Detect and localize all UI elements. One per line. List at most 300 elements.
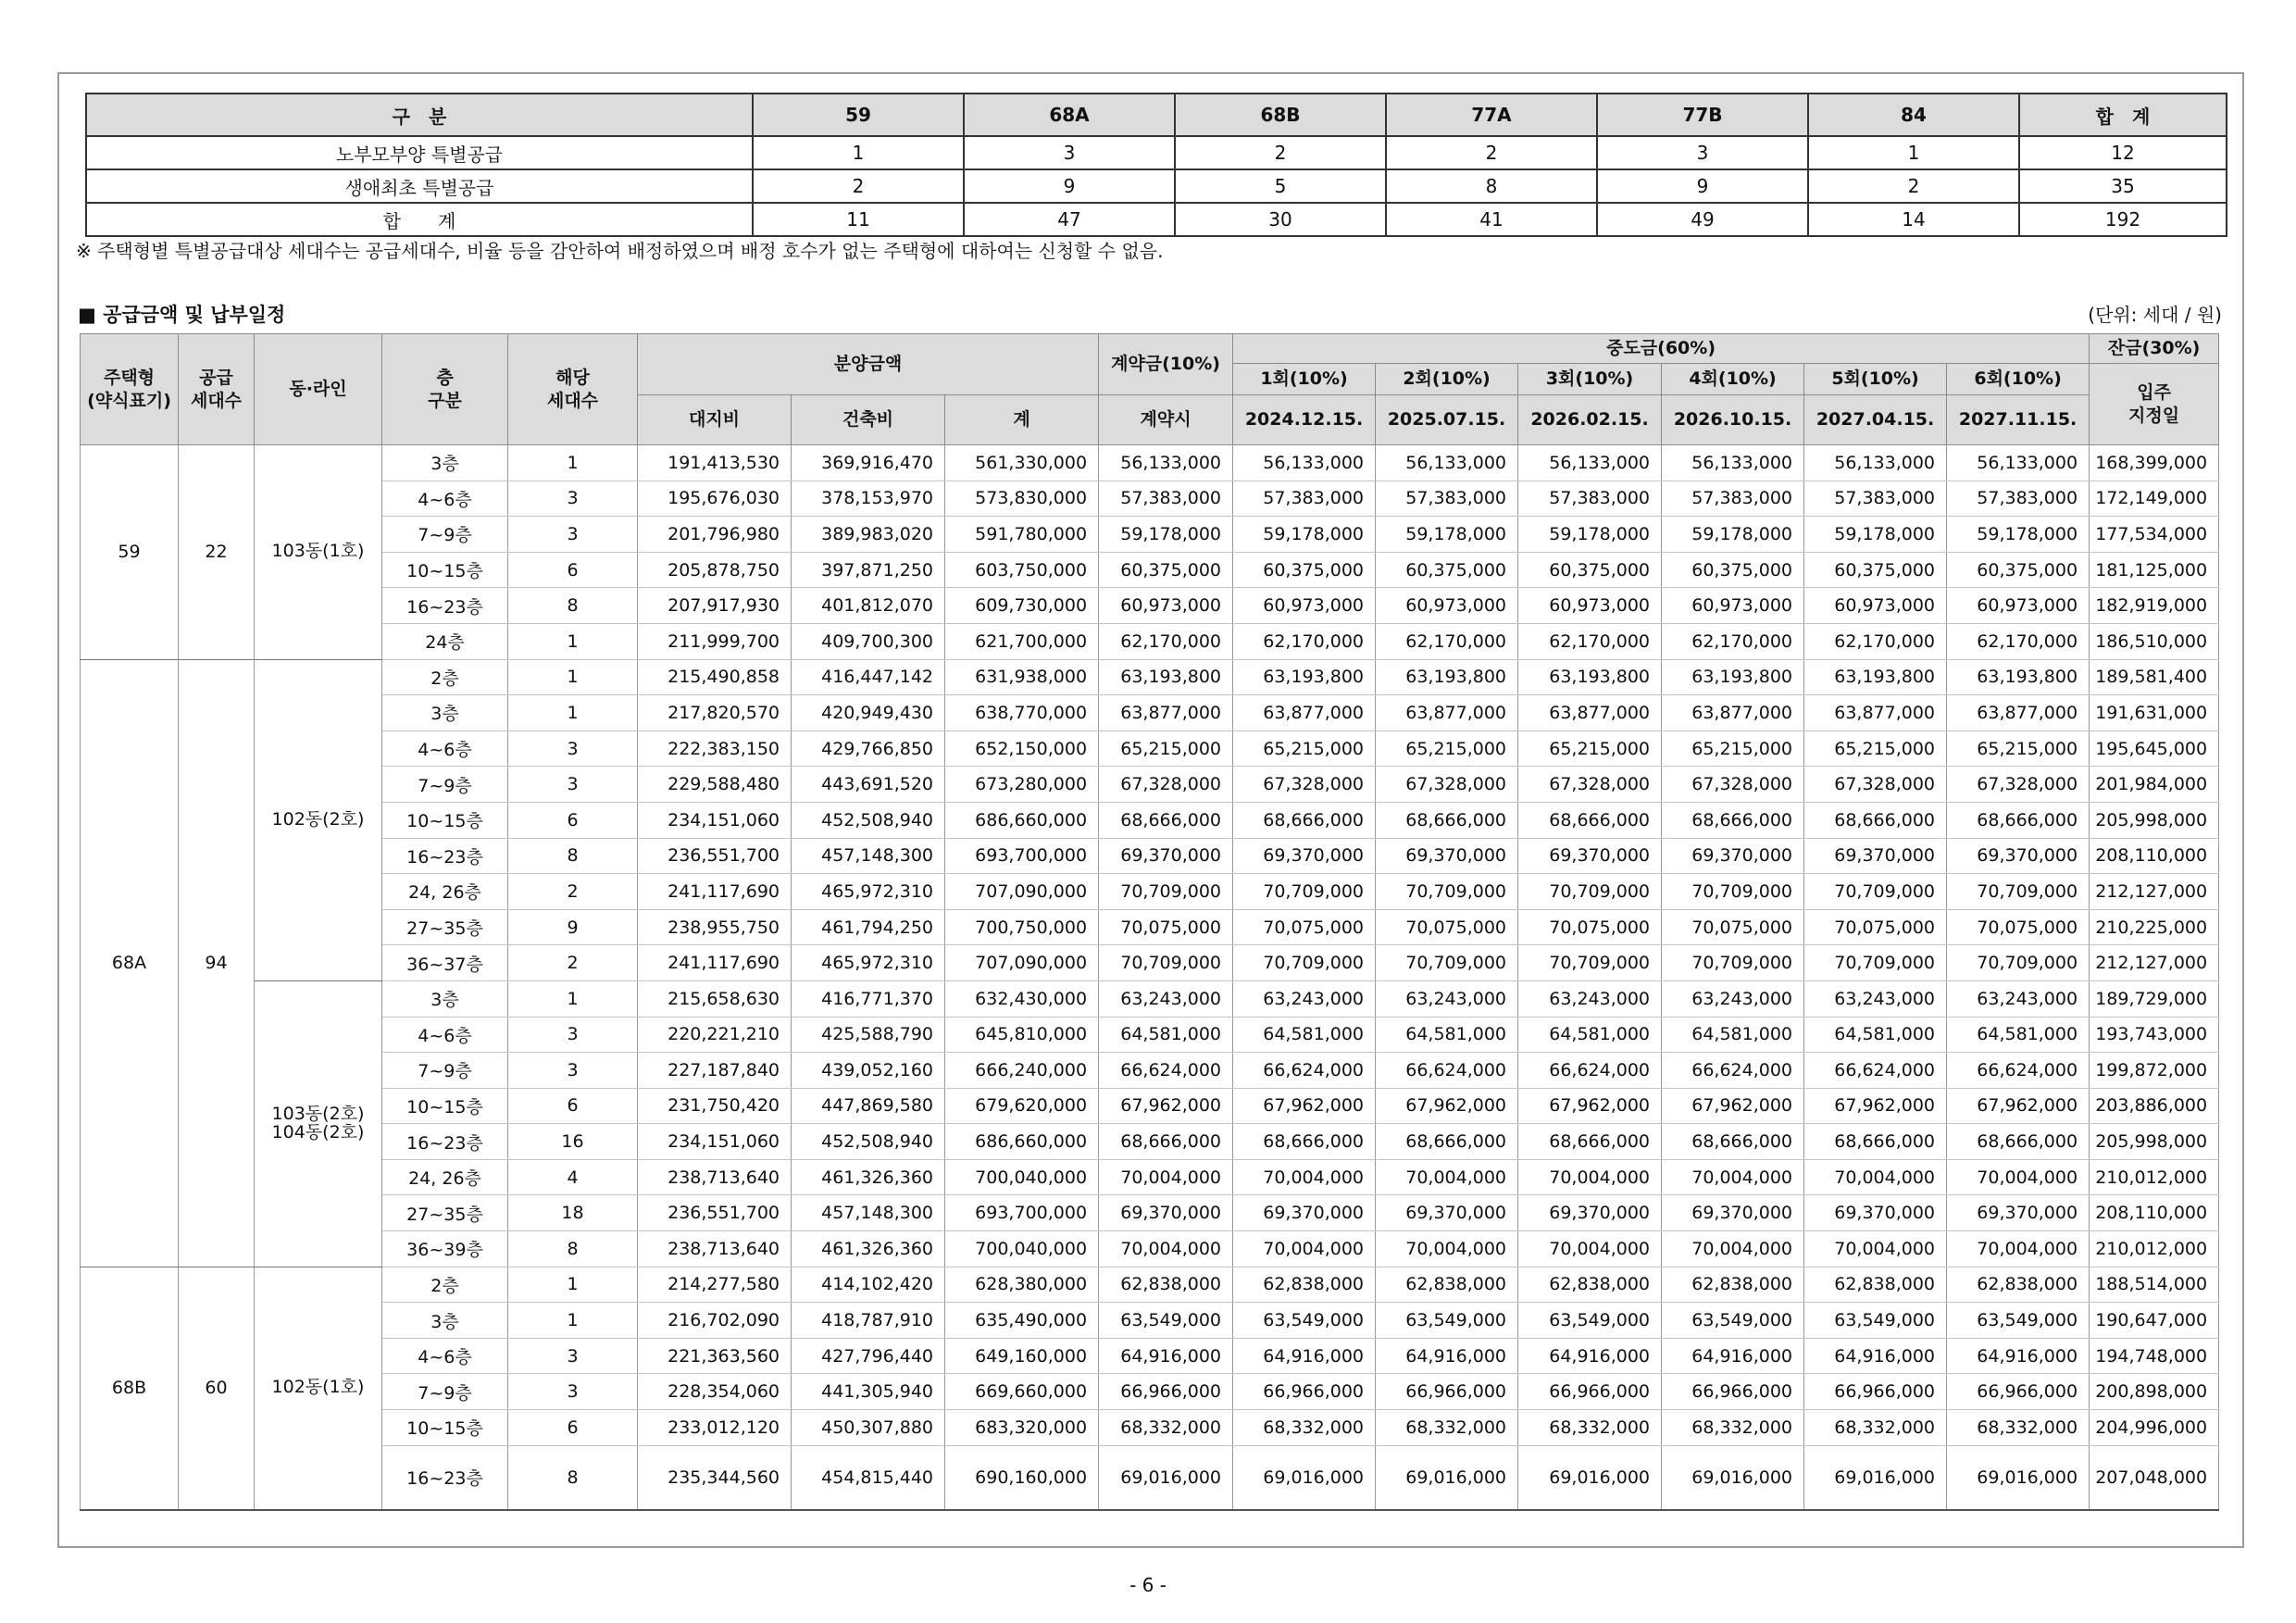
header-mid-date: 2027.11.15.: [1947, 395, 2090, 445]
special-supply-table: [85, 93, 2227, 237]
cell-land: 229,588,480: [638, 767, 792, 803]
header-mid-round: 6회(10%): [1947, 364, 2090, 395]
cell-building: 418,787,910: [792, 1303, 945, 1339]
cell-mid-payment: 70,075,000: [1804, 909, 1947, 945]
header-mid-date: 2025.07.15.: [1376, 395, 1518, 445]
cell-mid-payment: 68,332,000: [1233, 1410, 1376, 1446]
cell-units: 1: [508, 1303, 638, 1339]
cell-floor: 16~23층: [382, 588, 508, 624]
cell-mid-payment: 67,962,000: [1947, 1088, 2090, 1124]
cell-mid-payment: 62,838,000: [1233, 1267, 1376, 1303]
summary-cell: 노부모부양 특별공급: [86, 136, 753, 169]
cell-mid-payment: 62,170,000: [1376, 623, 1518, 659]
cell-total: 686,660,000: [945, 1124, 1099, 1160]
cell-mid-payment: 63,243,000: [1804, 980, 1947, 1017]
cell-mid-payment: 63,243,000: [1518, 980, 1662, 1017]
cell-mid-payment: 63,193,800: [1804, 659, 1947, 695]
cell-mid-payment: 64,581,000: [1804, 1017, 1947, 1053]
cell-contract: 63,193,800: [1099, 659, 1233, 695]
cell-mid-payment: 70,004,000: [1947, 1231, 2090, 1267]
cell-mid-payment: 63,243,000: [1233, 980, 1376, 1017]
cell-land: 228,354,060: [638, 1374, 792, 1410]
cell-contract: 60,973,000: [1099, 588, 1233, 624]
cell-building: 378,153,970: [792, 481, 945, 517]
cell-mid-payment: 67,962,000: [1662, 1088, 1804, 1124]
summary-header-cell: 68B: [1175, 94, 1386, 136]
header-building: 건축비: [792, 395, 945, 445]
cell-contract: 67,962,000: [1099, 1088, 1233, 1124]
summary-row: [86, 169, 2227, 203]
cell-balance: 195,645,000: [2090, 730, 2219, 767]
price-row: [81, 445, 2219, 481]
cell-units: 9: [508, 909, 638, 945]
cell-mid-payment: 66,624,000: [1662, 1053, 1804, 1089]
cell-mid-payment: 70,004,000: [1804, 1159, 1947, 1195]
cell-total: 707,090,000: [945, 874, 1099, 910]
price-row: [81, 588, 2219, 624]
price-row: [81, 481, 2219, 517]
cell-contract: 62,838,000: [1099, 1267, 1233, 1303]
header-units: 해당 세대수: [508, 334, 638, 445]
summary-header-cell: 합 계: [2019, 94, 2227, 136]
cell-mid-payment: 59,178,000: [1233, 517, 1376, 553]
cell-land: 216,702,090: [638, 1303, 792, 1339]
cell-contract: 70,709,000: [1099, 945, 1233, 981]
cell-total: 638,770,000: [945, 695, 1099, 731]
cell-total: 669,660,000: [945, 1374, 1099, 1410]
cell-units: 1: [508, 445, 638, 481]
cell-contract: 69,370,000: [1099, 1195, 1233, 1231]
cell-building: 414,102,420: [792, 1267, 945, 1303]
cell-mid-payment: 63,549,000: [1233, 1303, 1376, 1339]
cell-building: 461,326,360: [792, 1231, 945, 1267]
cell-mid-payment: 56,133,000: [1518, 445, 1662, 481]
summary-cell: 8: [1386, 169, 1597, 203]
cell-mid-payment: 63,243,000: [1376, 980, 1518, 1017]
cell-total: 673,280,000: [945, 767, 1099, 803]
price-row: [81, 874, 2219, 910]
cell-mid-payment: 64,916,000: [1233, 1338, 1376, 1374]
cell-floor: 24층: [382, 623, 508, 659]
cell-building: 369,916,470: [792, 445, 945, 481]
cell-mid-payment: 62,170,000: [1662, 623, 1804, 659]
cell-mid-payment: 66,966,000: [1233, 1374, 1376, 1410]
cell-building: 452,508,940: [792, 802, 945, 838]
cell-mid-payment: 62,838,000: [1804, 1267, 1947, 1303]
cell-floor: 36~37층: [382, 945, 508, 981]
cell-mid-payment: 70,004,000: [1947, 1159, 2090, 1195]
summary-header-cell: 77A: [1386, 94, 1597, 136]
price-table-header: [81, 334, 2219, 445]
cell-mid-payment: 70,004,000: [1376, 1159, 1518, 1195]
cell-units: 1: [508, 980, 638, 1017]
summary-cell: 14: [1808, 203, 2019, 236]
cell-mid-payment: 63,877,000: [1376, 695, 1518, 731]
cell-mid-payment: 70,709,000: [1518, 945, 1662, 981]
cell-mid-payment: 70,004,000: [1518, 1231, 1662, 1267]
cell-total: 700,040,000: [945, 1231, 1099, 1267]
cell-balance: 212,127,000: [2090, 874, 2219, 910]
cell-land: 222,383,150: [638, 730, 792, 767]
cell-total: 700,040,000: [945, 1159, 1099, 1195]
cell-mid-payment: 70,709,000: [1662, 945, 1804, 981]
cell-mid-payment: 63,877,000: [1804, 695, 1947, 731]
section-title: ■ 공급금액 및 납부일정: [78, 304, 286, 326]
cell-mid-payment: 70,709,000: [1804, 874, 1947, 910]
price-row: [81, 1017, 2219, 1053]
cell-contract: 70,075,000: [1099, 909, 1233, 945]
price-row: [81, 730, 2219, 767]
cell-mid-payment: 70,004,000: [1662, 1231, 1804, 1267]
cell-total: 649,160,000: [945, 1338, 1099, 1374]
cell-mid-payment: 59,178,000: [1662, 517, 1804, 553]
cell-units: 6: [508, 1410, 638, 1446]
header-sale-price: 분양금액: [638, 334, 1099, 395]
cell-mid-payment: 66,966,000: [1662, 1374, 1804, 1410]
cell-mid-payment: 64,916,000: [1804, 1338, 1947, 1374]
cell-units: 2: [508, 874, 638, 910]
cell-mid-payment: 62,838,000: [1376, 1267, 1518, 1303]
cell-units: 3: [508, 1017, 638, 1053]
cell-mid-payment: 63,877,000: [1947, 695, 2090, 731]
header-mid-round: 1회(10%): [1233, 364, 1376, 395]
cell-floor: 3층: [382, 980, 508, 1017]
cell-balance: 181,125,000: [2090, 552, 2219, 588]
cell-mid-payment: 68,332,000: [1518, 1410, 1662, 1446]
cell-contract: 56,133,000: [1099, 445, 1233, 481]
cell-units: 8: [508, 1445, 638, 1510]
cell-floor: 4~6층: [382, 481, 508, 517]
cell-balance: 172,149,000: [2090, 481, 2219, 517]
header-floor: 층 구분: [382, 334, 508, 445]
cell-dong: 102동(2호): [255, 659, 382, 980]
cell-mid-payment: 70,004,000: [1233, 1159, 1376, 1195]
price-row: [81, 945, 2219, 981]
cell-floor: 10~15층: [382, 1088, 508, 1124]
cell-mid-payment: 64,581,000: [1376, 1017, 1518, 1053]
cell-mid-payment: 66,624,000: [1947, 1053, 2090, 1089]
cell-land: 215,658,630: [638, 980, 792, 1017]
cell-contract: 64,581,000: [1099, 1017, 1233, 1053]
summary-cell: 합 계: [86, 203, 753, 236]
cell-mid-payment: 65,215,000: [1662, 730, 1804, 767]
cell-floor: 4~6층: [382, 730, 508, 767]
cell-land: 201,796,980: [638, 517, 792, 553]
cell-building: 465,972,310: [792, 874, 945, 910]
price-row: [81, 1231, 2219, 1267]
price-row: [81, 1374, 2219, 1410]
cell-land: 220,221,210: [638, 1017, 792, 1053]
cell-mid-payment: 66,624,000: [1804, 1053, 1947, 1089]
cell-mid-payment: 63,877,000: [1662, 695, 1804, 731]
cell-mid-payment: 64,581,000: [1233, 1017, 1376, 1053]
cell-balance: 199,872,000: [2090, 1053, 2219, 1089]
price-row: [81, 623, 2219, 659]
cell-mid-payment: 70,075,000: [1376, 909, 1518, 945]
price-row: [81, 802, 2219, 838]
cell-mid-payment: 69,370,000: [1947, 1195, 2090, 1231]
cell-mid-payment: 69,370,000: [1376, 1195, 1518, 1231]
cell-mid-payment: 69,370,000: [1947, 838, 2090, 874]
header-mid-round: 4회(10%): [1662, 364, 1804, 395]
cell-floor: 7~9층: [382, 1374, 508, 1410]
cell-mid-payment: 63,193,800: [1233, 659, 1376, 695]
summary-cell: 1: [1808, 136, 2019, 169]
cell-land: 238,713,640: [638, 1231, 792, 1267]
cell-mid-payment: 70,075,000: [1518, 909, 1662, 945]
summary-cell: 47: [964, 203, 1175, 236]
cell-mid-payment: 62,838,000: [1518, 1267, 1662, 1303]
cell-building: 401,812,070: [792, 588, 945, 624]
cell-type: 68B: [81, 1267, 179, 1509]
cell-mid-payment: 62,838,000: [1947, 1267, 2090, 1303]
cell-mid-payment: 56,133,000: [1662, 445, 1804, 481]
summary-cell: 49: [1597, 203, 1808, 236]
cell-mid-payment: 69,370,000: [1662, 838, 1804, 874]
cell-balance: 208,110,000: [2090, 1195, 2219, 1231]
cell-mid-payment: 64,581,000: [1947, 1017, 2090, 1053]
cell-dong: 103동(1호): [255, 445, 382, 660]
cell-contract: 66,624,000: [1099, 1053, 1233, 1089]
cell-building: 457,148,300: [792, 1195, 945, 1231]
summary-header-cell: 구 분: [86, 94, 753, 136]
cell-mid-payment: 63,549,000: [1804, 1303, 1947, 1339]
cell-contract: 60,375,000: [1099, 552, 1233, 588]
header-mid-date: 2024.12.15.: [1233, 395, 1376, 445]
cell-mid-payment: 69,016,000: [1518, 1445, 1662, 1510]
summary-cell: 30: [1175, 203, 1386, 236]
cell-building: 439,052,160: [792, 1053, 945, 1089]
cell-mid-payment: 68,332,000: [1376, 1410, 1518, 1446]
cell-contract: 70,709,000: [1099, 874, 1233, 910]
cell-balance: 189,581,400: [2090, 659, 2219, 695]
cell-mid-payment: 67,962,000: [1804, 1088, 1947, 1124]
cell-mid-payment: 60,375,000: [1662, 552, 1804, 588]
cell-total: 666,240,000: [945, 1053, 1099, 1089]
cell-mid-payment: 66,966,000: [1376, 1374, 1518, 1410]
cell-units: 4: [508, 1159, 638, 1195]
cell-building: 429,766,850: [792, 730, 945, 767]
cell-floor: 16~23층: [382, 1445, 508, 1510]
header-middle-payment: 중도금(60%): [1233, 334, 2090, 364]
cell-floor: 24, 26층: [382, 1159, 508, 1195]
cell-mid-payment: 68,666,000: [1376, 1124, 1518, 1160]
cell-floor: 3층: [382, 695, 508, 731]
cell-mid-payment: 68,332,000: [1947, 1410, 2090, 1446]
cell-mid-payment: 63,549,000: [1662, 1303, 1804, 1339]
header-mid-date: 2026.10.15.: [1662, 395, 1804, 445]
summary-cell: 11: [753, 203, 964, 236]
cell-mid-payment: 67,328,000: [1233, 767, 1376, 803]
summary-cell: 9: [964, 169, 1175, 203]
cell-units: 8: [508, 588, 638, 624]
cell-mid-payment: 63,549,000: [1376, 1303, 1518, 1339]
cell-balance: 207,048,000: [2090, 1445, 2219, 1510]
summary-cell: 2: [1175, 136, 1386, 169]
cell-land: 217,820,570: [638, 695, 792, 731]
cell-mid-payment: 60,973,000: [1233, 588, 1376, 624]
cell-total: 561,330,000: [945, 445, 1099, 481]
cell-mid-payment: 69,016,000: [1662, 1445, 1804, 1510]
price-row: [81, 1303, 2219, 1339]
cell-building: 465,972,310: [792, 945, 945, 981]
cell-mid-payment: 67,962,000: [1376, 1088, 1518, 1124]
cell-building: 427,796,440: [792, 1338, 945, 1374]
cell-contract: 70,004,000: [1099, 1231, 1233, 1267]
cell-supply: 94: [179, 659, 255, 1267]
summary-cell: 12: [2019, 136, 2227, 169]
cell-mid-payment: 70,004,000: [1376, 1231, 1518, 1267]
price-row: [81, 659, 2219, 695]
cell-mid-payment: 69,370,000: [1233, 1195, 1376, 1231]
cell-mid-payment: 57,383,000: [1518, 481, 1662, 517]
cell-land: 214,277,580: [638, 1267, 792, 1303]
cell-units: 3: [508, 767, 638, 803]
cell-mid-payment: 64,916,000: [1662, 1338, 1804, 1374]
cell-land: 207,917,930: [638, 588, 792, 624]
header-mid-date: 2026.02.15.: [1518, 395, 1662, 445]
cell-units: 3: [508, 481, 638, 517]
cell-contract: 63,243,000: [1099, 980, 1233, 1017]
cell-mid-payment: 68,666,000: [1804, 1124, 1947, 1160]
cell-floor: 27~35층: [382, 909, 508, 945]
cell-mid-payment: 56,133,000: [1233, 445, 1376, 481]
cell-building: 389,983,020: [792, 517, 945, 553]
cell-contract: 67,328,000: [1099, 767, 1233, 803]
cell-mid-payment: 59,178,000: [1947, 517, 2090, 553]
summary-row: [86, 203, 2227, 236]
cell-total: 621,700,000: [945, 623, 1099, 659]
cell-total: 652,150,000: [945, 730, 1099, 767]
cell-mid-payment: 68,666,000: [1518, 1124, 1662, 1160]
cell-mid-payment: 68,666,000: [1947, 802, 2090, 838]
cell-total: 693,700,000: [945, 1195, 1099, 1231]
header-mid-round: 3회(10%): [1518, 364, 1662, 395]
cell-mid-payment: 66,624,000: [1518, 1053, 1662, 1089]
cell-units: 6: [508, 1088, 638, 1124]
cell-floor: 4~6층: [382, 1338, 508, 1374]
cell-balance: 168,399,000: [2090, 445, 2219, 481]
cell-balance: 186,510,000: [2090, 623, 2219, 659]
cell-total: 683,320,000: [945, 1410, 1099, 1446]
cell-floor: 27~35층: [382, 1195, 508, 1231]
allocation-note: ※ 주택형별 특별공급대상 세대수는 공급세대수, 비율 등을 감안하여 배정하였으며 배정 호수가 없는 주택형에 대하여는 신청할 수 없음.: [76, 240, 1164, 262]
price-row: [81, 517, 2219, 553]
cell-mid-payment: 60,973,000: [1947, 588, 2090, 624]
price-row: [81, 1159, 2219, 1195]
cell-mid-payment: 68,666,000: [1233, 802, 1376, 838]
cell-land: 241,117,690: [638, 945, 792, 981]
cell-floor: 3층: [382, 1303, 508, 1339]
price-row: [81, 767, 2219, 803]
cell-units: 8: [508, 1231, 638, 1267]
cell-floor: 10~15층: [382, 1410, 508, 1446]
cell-mid-payment: 70,075,000: [1233, 909, 1376, 945]
cell-mid-payment: 57,383,000: [1662, 481, 1804, 517]
cell-mid-payment: 69,370,000: [1804, 1195, 1947, 1231]
cell-total: 603,750,000: [945, 552, 1099, 588]
cell-units: 8: [508, 838, 638, 874]
header-dong: 동·라인: [255, 334, 382, 445]
cell-mid-payment: 66,966,000: [1947, 1374, 2090, 1410]
cell-mid-payment: 67,962,000: [1233, 1088, 1376, 1124]
cell-total: 679,620,000: [945, 1088, 1099, 1124]
cell-mid-payment: 63,243,000: [1662, 980, 1804, 1017]
header-mid-date: 2027.04.15.: [1804, 395, 1947, 445]
cell-units: 3: [508, 1374, 638, 1410]
cell-contract: 63,549,000: [1099, 1303, 1233, 1339]
summary-header-cell: 84: [1808, 94, 2019, 136]
cell-balance: 210,012,000: [2090, 1231, 2219, 1267]
cell-mid-payment: 65,215,000: [1518, 730, 1662, 767]
cell-mid-payment: 69,016,000: [1376, 1445, 1518, 1510]
cell-mid-payment: 56,133,000: [1947, 445, 2090, 481]
cell-balance: 194,748,000: [2090, 1338, 2219, 1374]
cell-floor: 16~23층: [382, 1124, 508, 1160]
cell-mid-payment: 69,370,000: [1804, 838, 1947, 874]
cell-floor: 7~9층: [382, 767, 508, 803]
cell-mid-payment: 60,973,000: [1518, 588, 1662, 624]
cell-units: 3: [508, 730, 638, 767]
cell-floor: 4~6층: [382, 1017, 508, 1053]
summary-cell: 41: [1386, 203, 1597, 236]
cell-mid-payment: 63,193,800: [1376, 659, 1518, 695]
cell-balance: 182,919,000: [2090, 588, 2219, 624]
summary-cell: 2: [1386, 136, 1597, 169]
cell-total: 635,490,000: [945, 1303, 1099, 1339]
cell-mid-payment: 57,383,000: [1233, 481, 1376, 517]
cell-mid-payment: 67,962,000: [1518, 1088, 1662, 1124]
cell-mid-payment: 57,383,000: [1947, 481, 2090, 517]
cell-building: 441,305,940: [792, 1374, 945, 1410]
cell-land: 211,999,700: [638, 623, 792, 659]
summary-cell: 2: [753, 169, 964, 203]
header-balance: 잔금(30%): [2090, 334, 2219, 364]
cell-mid-payment: 70,709,000: [1518, 874, 1662, 910]
cell-units: 3: [508, 517, 638, 553]
cell-total: 686,660,000: [945, 802, 1099, 838]
cell-mid-payment: 64,581,000: [1518, 1017, 1662, 1053]
cell-floor: 2층: [382, 1267, 508, 1303]
cell-mid-payment: 63,549,000: [1947, 1303, 2090, 1339]
cell-mid-payment: 64,581,000: [1662, 1017, 1804, 1053]
cell-mid-payment: 60,375,000: [1376, 552, 1518, 588]
cell-type: 59: [81, 445, 179, 660]
price-row: [81, 838, 2219, 874]
cell-mid-payment: 63,193,800: [1662, 659, 1804, 695]
cell-units: 2: [508, 945, 638, 981]
cell-floor: 2층: [382, 659, 508, 695]
cell-building: 420,949,430: [792, 695, 945, 731]
cell-mid-payment: 63,877,000: [1233, 695, 1376, 731]
price-row: [81, 1195, 2219, 1231]
page-number: - 6 -: [1129, 1574, 1167, 1596]
cell-building: 416,447,142: [792, 659, 945, 695]
cell-land: 236,551,700: [638, 838, 792, 874]
summary-cell: 9: [1597, 169, 1808, 203]
cell-mid-payment: 69,016,000: [1804, 1445, 1947, 1510]
price-row: [81, 909, 2219, 945]
cell-land: 191,413,530: [638, 445, 792, 481]
cell-land: 238,955,750: [638, 909, 792, 945]
cell-mid-payment: 70,004,000: [1662, 1159, 1804, 1195]
header-total: 계: [945, 395, 1099, 445]
cell-land: 205,878,750: [638, 552, 792, 588]
cell-total: 645,810,000: [945, 1017, 1099, 1053]
cell-floor: 36~39층: [382, 1231, 508, 1267]
cell-mid-payment: 66,624,000: [1233, 1053, 1376, 1089]
summary-cell: 2: [1808, 169, 2019, 203]
